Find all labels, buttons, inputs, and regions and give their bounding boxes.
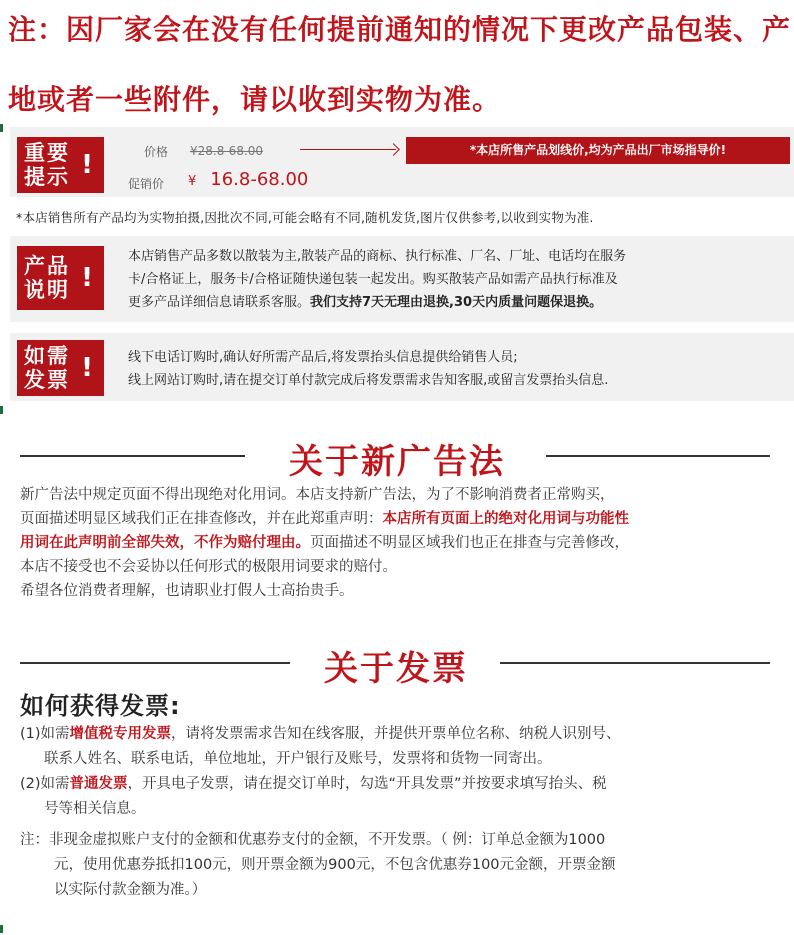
divider-mark	[0, 124, 3, 132]
text-line: 以实际付款金额为准。）	[54, 882, 207, 898]
text-span: 页面描述明显区域我们正在排查修改，并在此郑重声明：	[20, 511, 383, 527]
product-tag	[17, 246, 104, 310]
text-span: (1)如需	[20, 726, 70, 742]
exclamation-icon: !	[81, 353, 93, 383]
text-line: 卡/合格证上，服务卡/合格证随快递包装一起发出。购买散装产品如需产品执行标准及	[128, 272, 618, 287]
text-line: 线下电话订购时,确认好所需产品后,将发票抬头信息提供给销售人员;	[128, 350, 518, 365]
text-line: 本店不接受也不会妥协以任何形式的极限用词要求的赔付。	[20, 559, 397, 575]
notice-line-1: 注：因厂家会在没有任何提前通知的情况下更改产品包装、产	[8, 13, 792, 46]
tag-line: 重要	[24, 141, 70, 165]
highlight-text: 本店所有页面上的绝对化用词与功能性	[382, 511, 629, 527]
sale-price-value: 16.8-68.00	[210, 169, 309, 190]
sale-price	[188, 169, 308, 190]
exclamation-icon: !	[81, 263, 93, 293]
currency-symbol: ¥	[188, 174, 197, 189]
text-span: ，请将发票需求告知在线客服，并提供开票单位名称、纳税人识别号、	[171, 726, 621, 742]
invoice-tip-text	[128, 346, 788, 392]
text-line	[20, 772, 780, 797]
text-line: 联系人姓名、联系电话，单位地址，开户银行及账号，发票将和货物一同寄出。	[44, 751, 552, 767]
text-line	[128, 291, 788, 314]
tag-line: 提示	[24, 165, 70, 189]
notice-line-2: 地或者一些附件，请以收到实物为准。	[8, 83, 502, 116]
title-rule-right	[546, 455, 770, 457]
text-span: 更多产品详细信息请联系客服。	[128, 295, 311, 310]
return-policy: 我们支持7天无理由退换,30天内质量问题保退换。	[310, 295, 603, 310]
exclamation-icon: !	[81, 150, 93, 180]
text-span: 页面描述不明显区域我们也正在排查与完善修改，	[310, 535, 629, 551]
highlight-text: 用词在此声明前全部失效，不作为赔付理由。	[20, 535, 310, 551]
highlight-text: 增值税专用发票	[69, 726, 172, 742]
text-line: 希望各位消费者理解，也请职业打假人士高抬贵手。	[20, 583, 354, 599]
text-span: ，开具电子发票，请在提交订单时，勾选“开具发票”并按要求填写抬头、税	[127, 776, 607, 792]
ad-law-title: 关于新广告法	[289, 442, 505, 482]
invoice-panel	[10, 333, 794, 401]
product-desc-text	[128, 245, 788, 314]
title-rule-right	[500, 662, 770, 664]
invoice-text	[20, 722, 780, 903]
ad-law-text	[20, 483, 780, 603]
important-tag	[17, 137, 104, 193]
text-span: (2)如需	[20, 776, 70, 792]
tag-line: 产品	[24, 254, 70, 278]
howto-heading: 如何获得发票:	[20, 692, 181, 720]
arrow-icon	[300, 149, 396, 150]
text-line	[20, 722, 780, 747]
tag-line: 说明	[24, 278, 70, 302]
divider-mark	[0, 925, 3, 933]
tag-line: 发票	[24, 368, 70, 392]
price-note: *本店所售产品划线价,均为产品出厂市场指导价!	[406, 137, 790, 164]
original-price: ¥28.8-68.00	[190, 144, 264, 158]
sale-price-label: 促销价	[128, 177, 165, 191]
tag-line: 如需	[24, 344, 70, 368]
text-line	[20, 507, 780, 531]
title-rule-left	[20, 455, 245, 457]
invoice-tag	[17, 340, 104, 396]
text-line: 注：非现金虚拟账户支付的金额和优惠券支付的金额，不开发票。（ 例：订单总金额为1000	[20, 832, 606, 848]
disclaimer: *本店销售所有产品均为实物拍摄,因批次不同,可能会略有不同,随机发货,图片仅供参考,以收到实物为准.	[16, 210, 594, 225]
price-panel	[10, 127, 794, 197]
price-label: 价格	[144, 145, 169, 159]
divider-mark	[0, 406, 3, 414]
text-line	[20, 531, 780, 555]
text-line: 元，使用优惠券抵扣100元，则开票金额为900元，不包含优惠券100元金额，开票金额	[54, 857, 616, 873]
highlight-text: 普通发票	[69, 776, 128, 792]
invoice-title: 关于发票	[324, 649, 468, 689]
text-line: 号等相关信息。	[44, 801, 146, 817]
text-line: 本店销售产品多数以散装为主,散装产品的商标、执行标准、厂名、厂址、电话均在服务	[128, 249, 627, 264]
text-line: 新广告法中规定页面不得出现绝对化用词。本店支持新广告法，为了不影响消费者正常购买，	[20, 487, 615, 503]
title-rule-left	[20, 662, 290, 664]
product-desc-panel	[10, 236, 794, 322]
text-line: 线上网站订购时,请在提交订单付款完成后将发票需求告知客服,或留言发票抬头信息.	[128, 373, 609, 388]
